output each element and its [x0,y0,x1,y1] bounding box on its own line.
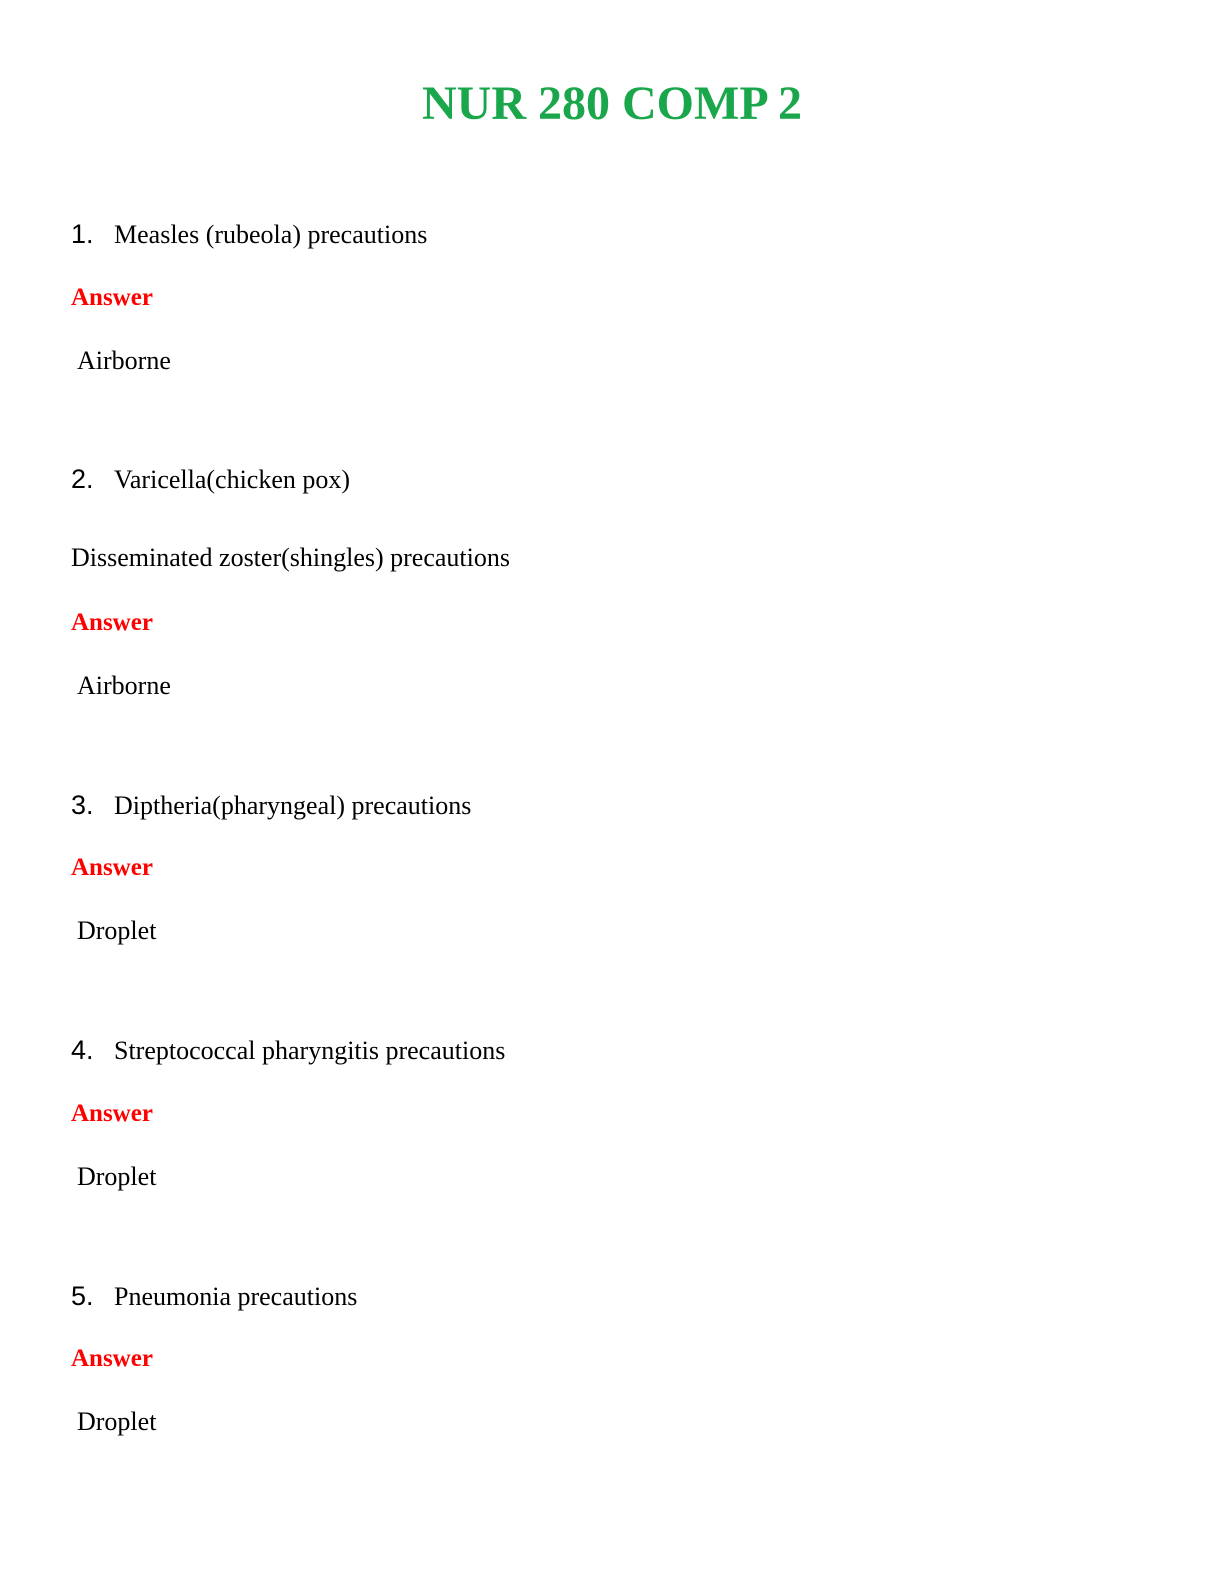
answer-label: Answer [71,854,153,881]
question-4 [71,1034,505,1067]
question-1 [71,218,427,251]
answer-text: Airborne [77,671,171,700]
question-text: Streptococcal pharyngitis precautions [114,1036,506,1065]
question-text: Diptheria(pharyngeal) precautions [114,791,472,820]
answer-text: Droplet [77,1162,157,1191]
question-text: Measles (rubeola) precautions [114,220,428,249]
answer-text: Airborne [77,346,171,375]
answer-text: Droplet [77,1407,157,1436]
question-number: 2. [71,464,94,494]
answer-label: Answer [71,284,153,311]
question-5 [71,1280,357,1313]
page-title: NUR 280 COMP 2 [422,77,802,130]
answer-text: Droplet [77,916,157,945]
answer-label: Answer [71,609,153,636]
question-number: 3. [71,790,94,820]
question-number: 1. [71,219,94,249]
question-3 [71,789,471,822]
question-extra-text: Disseminated zoster(shingles) precautions [71,543,510,572]
answer-label: Answer [71,1100,153,1127]
question-number: 5. [71,1281,94,1311]
question-number: 4. [71,1035,94,1065]
answer-label: Answer [71,1345,153,1372]
question-2 [71,463,350,496]
question-text: Pneumonia precautions [114,1282,358,1311]
question-text: Varicella(chicken pox) [114,465,351,494]
